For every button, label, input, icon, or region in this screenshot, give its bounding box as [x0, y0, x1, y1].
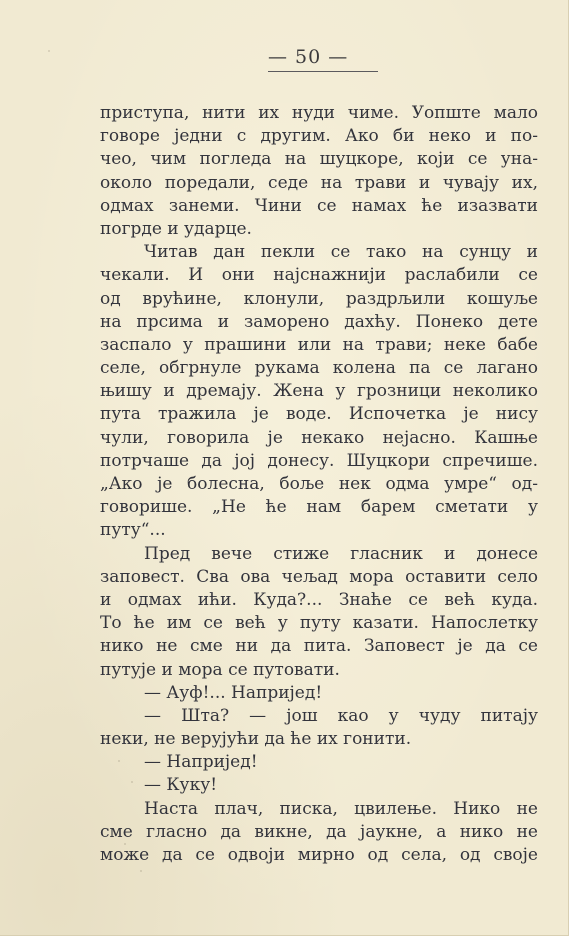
text-line: „Ако је болесна, боље нек одма умре“ од- — [100, 474, 538, 494]
dialogue-line: — Ауф!... Напријед! — [144, 682, 323, 703]
page-number: — 50 — — [268, 46, 378, 72]
text-line: заповест. Сва ова чељад мора оставити село — [100, 566, 538, 587]
text-line: потрчаше да јој донесу. Шуцкори спречише. — [100, 450, 538, 471]
paper-speckle — [124, 843, 126, 845]
text-line: путује и мора се путовати. — [100, 659, 340, 680]
text-line: заспало у прашини или на трави; неке бабе — [100, 334, 538, 355]
text-line: селе, обгрнуле рукама колена па се лагано — [100, 358, 538, 379]
text-line: и одмах ићи. Куда?... Знаће се већ куда. — [100, 589, 538, 610]
text-line: говорише. „Не ће нам барем сметати у — [100, 497, 538, 518]
paper-speckle — [118, 760, 120, 762]
text-line: од врућине, клонули, раздрљили кошуље — [100, 288, 538, 309]
text-line: То ће им се већ у путу казати. Напослетку — [100, 613, 538, 634]
text-line: погрде и ударце. — [100, 218, 252, 239]
paper-speckle — [140, 870, 142, 872]
dialogue-line: — Шта? — још као у чуду питају — [144, 705, 538, 726]
text-line: сме гласно да викне, да јаукне, а нико не — [100, 821, 538, 842]
text-line: чули, говорила је некако нејасно. Кашње — [100, 427, 538, 448]
text-line: може да се одвоји мирно од села, од своје — [100, 845, 538, 865]
text-line: путу“... — [100, 520, 166, 541]
text-line: пута тражила је воде. Испочетка је нису — [100, 404, 538, 425]
page-text — [100, 102, 538, 867]
dialogue-line: — Напријед! — [144, 752, 258, 773]
text-line: чекали. И они најснажнији раслабили се — [100, 265, 538, 286]
paper-speckle — [48, 50, 50, 52]
text-line: Читав дан пекли се тако на сунцу и — [144, 242, 538, 263]
paper-speckle — [131, 781, 133, 783]
text-line: на прсима и заморено дахћу. Понеко дете — [100, 311, 538, 332]
dialogue-line: — Куку! — [144, 775, 218, 796]
text-line: њишу и дремају. Жена у грозници неколико — [100, 381, 538, 402]
text-line: одмах занеми. Чини се намах ће изазвати — [100, 195, 538, 216]
text-line: Пред вече стиже гласник и донесе — [144, 543, 538, 564]
text-line: чео, чим погледа на шуцкоре, који се уна- — [100, 149, 538, 170]
text-line: говоре једни с другим. Ако би неко и по- — [100, 126, 538, 147]
text-line: приступа, нити их нуди чиме. Уопште мало — [100, 103, 538, 123]
text-line: Наста плач, писка, цвилење. Нико не — [144, 798, 538, 819]
text-line: нико не сме ни да пита. Заповест је да се — [100, 636, 538, 657]
text-line: неки, не верујући да ће их гонити. — [100, 729, 412, 750]
text-line: около поредали, седе на трави и чувају их, — [100, 172, 538, 193]
